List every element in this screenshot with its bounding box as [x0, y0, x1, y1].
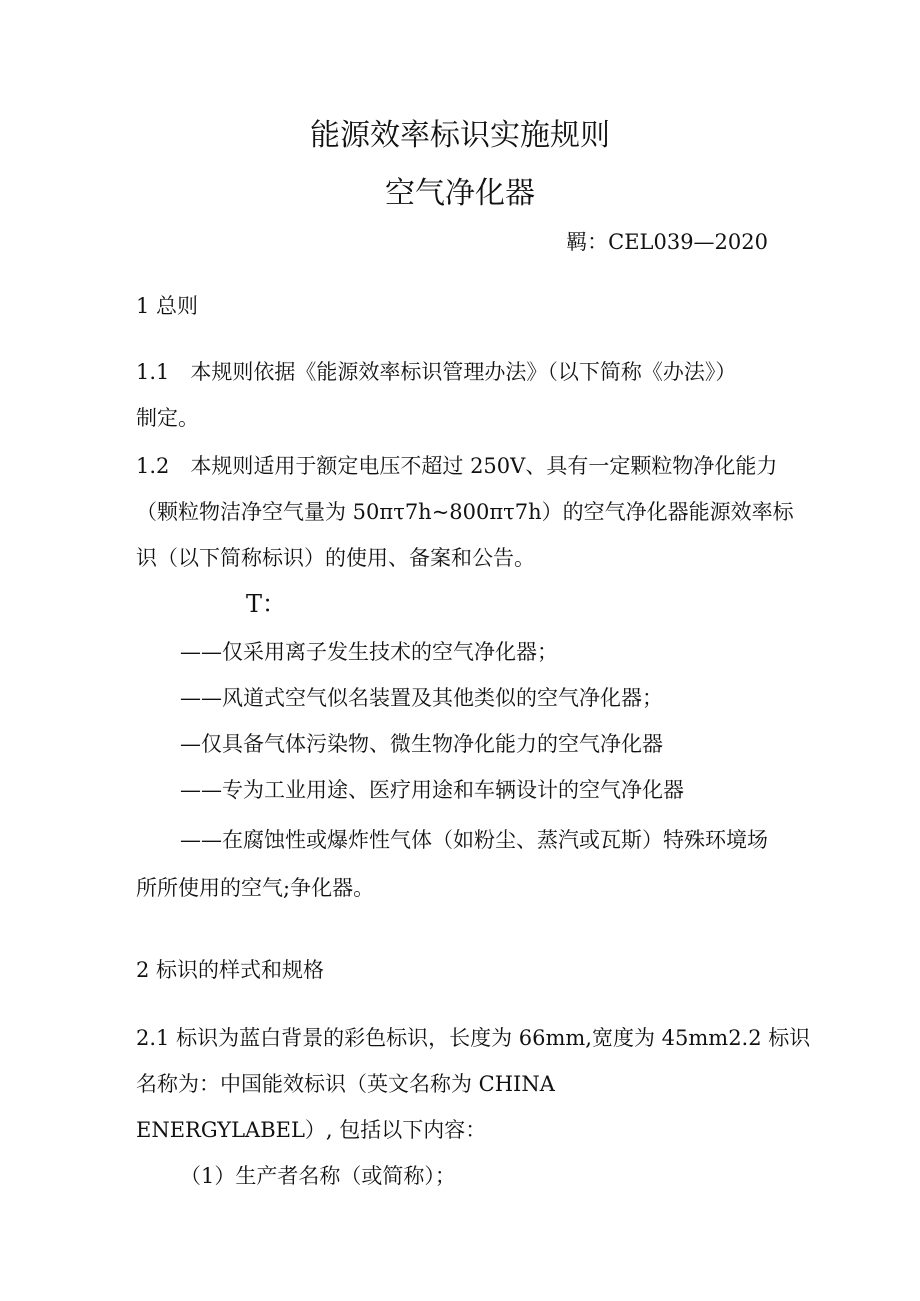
exclusion-item: ——风道式空气似名装置及其他类似的空气净化器； — [180, 686, 663, 710]
exclusion-item: —仅具备气体污染物、微生物净化能力的空气净化器 — [180, 732, 663, 756]
exclusion-item: ——专为工业用途、医疗用途和车辆设计的空气净化器 — [180, 778, 684, 802]
exclusion-item-continuation: 所所使用的空气;争化器。 — [136, 876, 375, 900]
paragraph-1-1-line-1: 1.1 本规则依据《能源效率标识管理办法》（以下简称《办法》） — [136, 360, 737, 384]
exclusion-label: T： — [246, 590, 287, 618]
list-item: （1）生产者名称（或简称）； — [180, 1164, 456, 1188]
paragraph-1-2-line-3: 识（以下简称标识）的使用、备案和公告。 — [136, 546, 535, 570]
section-2-heading: 2 标识的样式和规格 — [136, 958, 325, 982]
exclusion-item: ——在腐蚀性或爆炸性气体（如粉尘、蒸汽或瓦斯）特殊环境场 — [180, 828, 768, 852]
paragraph-2-1-line-3: ENERGYLABEL）, 包括以下内容： — [136, 1118, 487, 1142]
document-subtitle: 空气净化器 — [385, 176, 535, 211]
section-1-heading: 1 总则 — [136, 294, 199, 318]
paragraph-2-1-line-2: 名称为：中国能效标识（英文名称为 CHINA — [136, 1072, 555, 1096]
document-title: 能源效率标识实施规则 — [310, 118, 610, 153]
exclusion-item: ——仅采用离子发生技术的空气净化器； — [180, 640, 558, 664]
paragraph-1-2-line-2: （颗粒物洁净空气量为 50πτ7h~800πτ7h）的空气净化器能源效率标 — [136, 500, 794, 524]
paragraph-1-2-line-1: 1.2 本规则适用于额定电压不超过 250V、具有一定颗粒物净化能力 — [136, 454, 778, 478]
document-code: 羁：CEL039—2020 — [566, 230, 768, 254]
paragraph-2-1-line-1: 2.1 标识为蓝白背景的彩色标识，长度为 66mm,宽度为 45mm2.2 标识 — [136, 1026, 811, 1050]
paragraph-1-1-line-2: 制定。 — [136, 406, 199, 430]
